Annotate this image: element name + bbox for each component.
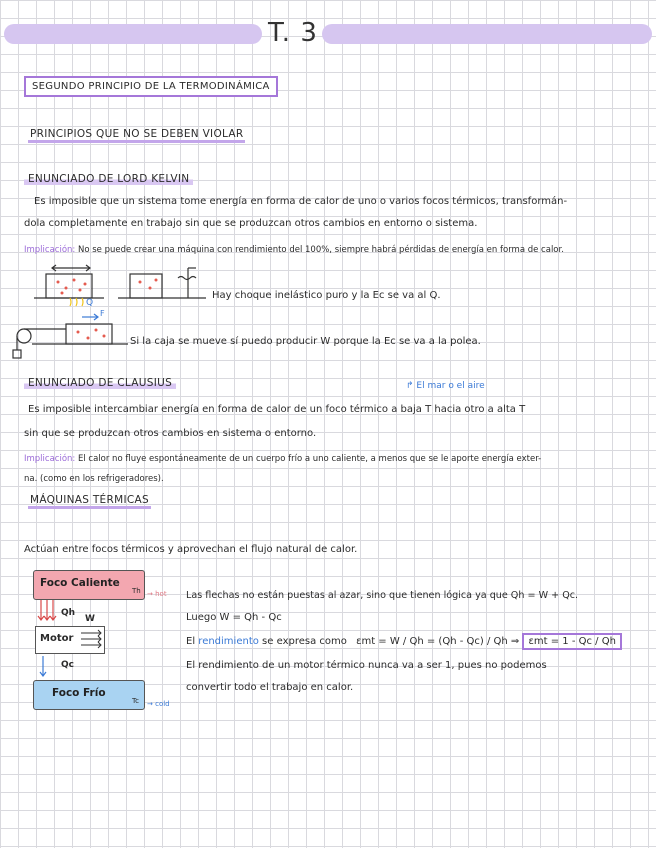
w-label: W (85, 614, 95, 624)
machines-heading: MÁQUINAS TÉRMICAS (28, 494, 151, 509)
page-title: T. 3 (268, 18, 318, 48)
hot-note: → hot (147, 590, 167, 598)
w-arrows (79, 628, 105, 650)
clausius-line-1: Es imposible intercambiar energía en forma de calor de un foco térmico a baja T hacia otro a alta T (28, 404, 526, 415)
kelvin-diagram-collision (30, 262, 210, 312)
hot-label: Foco Caliente (40, 577, 120, 589)
machines-line-4: El rendimiento de un motor térmico nunca va a ser 1, pues no podemos (186, 660, 547, 671)
hot-reservoir (33, 570, 145, 600)
kelvin-implication-text: No se puede crear una máquina con rendimiento del 100%, siempre habrá pérdidas de energía en forma de calor. (77, 245, 564, 255)
clausius-implication-text-1: El calor no fluye espontáneamente de un cuerpo frío a uno caliente, a menos que se le aporte energía exter- (77, 454, 542, 464)
qh-label: Qh (61, 608, 76, 618)
motor-label: Motor (40, 633, 74, 644)
qc-arrow (37, 654, 51, 680)
kelvin-implication (24, 243, 564, 257)
pulley-wheel (17, 329, 31, 343)
cold-note-text: cold (155, 700, 170, 708)
clausius-implication-1 (24, 452, 541, 466)
line3-post: se expresa como (262, 636, 347, 647)
kelvin-line-1: Es imposible que un sistema tome energía en forma de calor de uno o varios focos térmicos, transformán- (34, 196, 568, 207)
particles-3 (77, 329, 106, 340)
heat-waves (70, 298, 83, 306)
efficiency-term: rendimiento (198, 636, 259, 647)
heat-q-label: Q (86, 298, 94, 308)
kelvin-line-2: dola completamente en trabajo sin que se produzcan otros cambios en entorno o sistema. (24, 218, 478, 229)
machines-line-2: Luego W = Qh - Qc (186, 612, 282, 623)
particles-2 (139, 279, 158, 290)
box-2 (130, 274, 162, 298)
clausius-line-2: sin que se produzcan otros cambios en sistema o entorno. (24, 428, 317, 439)
cold-label: Foco Frío (52, 687, 106, 699)
principles-heading: PRINCIPIOS QUE NO SE DEBEN VIOLAR (28, 128, 245, 143)
machine-diagram (33, 570, 175, 710)
machines-line-1: Las flechas no están puestas al azar, sino que tienen lógica ya que Qh = W + Qc. (186, 590, 579, 601)
section-title: SEGUNDO PRINCIPIO DE LA TERMODINÁMICA (24, 76, 278, 97)
qc-label: Qc (61, 660, 74, 670)
efficiency-formula-boxed: εmt = 1 - Qc / Qh (522, 633, 621, 650)
cold-note: → cold (147, 700, 170, 708)
header-bar-left (4, 24, 262, 44)
machines-intro: Actúan entre focos térmicos y aprovechan el flujo natural de calor. (24, 544, 358, 555)
kelvin-diagram-2-caption: Si la caja se mueve sí puedo producir W porque la Ec se va a la polea. (130, 336, 481, 347)
th-label: Th (132, 587, 141, 595)
spring (178, 277, 196, 280)
hot-note-text: hot (155, 590, 167, 598)
kelvin-heading: ENUNCIADO DE LORD KELVIN (24, 173, 193, 185)
tc-label: Tc (132, 697, 139, 705)
kelvin-diagram-pulley (12, 312, 132, 362)
efficiency-formula: εmt = W / Qh = (Qh - Qc) / Qh (356, 636, 508, 647)
box-1 (46, 274, 92, 298)
clausius-annotation (406, 381, 485, 391)
kelvin-implication-label: Implicación: (24, 245, 76, 255)
line3-pre: El (186, 636, 196, 647)
hanging-weight (13, 350, 21, 358)
kelvin-diagram-1-caption: Hay choque inelástico puro y la Ec se va al Q. (212, 290, 441, 301)
arrow-implies-icon: ⇒ (510, 636, 523, 647)
force-f-label: F (100, 309, 105, 318)
particles-1 (57, 279, 87, 295)
machines-line-5: convertir todo el trabajo en calor. (186, 682, 354, 693)
header-bar-right (322, 24, 652, 44)
clausius-annotation-text: El mar o el aire (416, 381, 485, 391)
moving-box (66, 324, 112, 344)
cold-reservoir (33, 680, 145, 710)
clausius-implication-label: Implicación: (24, 454, 76, 464)
annotation-arrow-icon: ↱ (406, 381, 414, 391)
clausius-implication-2: na. (como en los refrigeradores). (24, 474, 164, 484)
machines-line-3 (186, 632, 622, 652)
clausius-heading: ENUNCIADO DE CLAUSIUS (24, 377, 176, 389)
qh-arrows (37, 598, 59, 624)
